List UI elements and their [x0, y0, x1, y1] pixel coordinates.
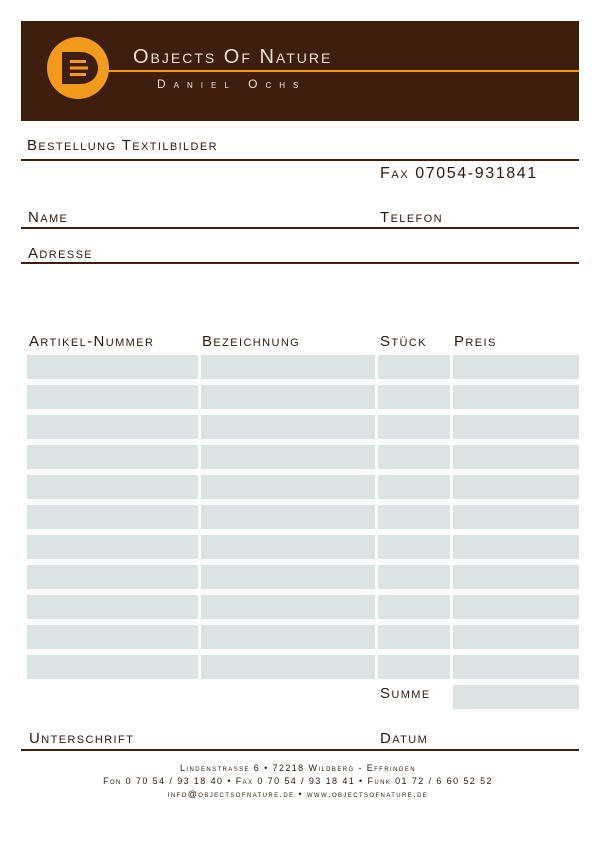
footer	[0, 762, 596, 801]
address-rule	[21, 262, 579, 264]
description-cell[interactable]	[201, 655, 375, 679]
quantity-cell[interactable]	[378, 535, 450, 559]
article-number-cell[interactable]	[27, 415, 198, 439]
sum-cell[interactable]	[453, 685, 579, 709]
price-cell[interactable]	[453, 445, 579, 469]
price-cell[interactable]	[453, 655, 579, 679]
address-label: Adresse	[28, 245, 94, 262]
price-cell[interactable]	[453, 385, 579, 409]
price-cell[interactable]	[453, 475, 579, 499]
letterhead-banner	[21, 21, 579, 121]
price-cell[interactable]	[453, 565, 579, 589]
price-cell[interactable]	[453, 355, 579, 379]
phone-label: Telefon	[380, 209, 443, 226]
quantity-cell[interactable]	[378, 625, 450, 649]
article-number-cell[interactable]	[27, 655, 198, 679]
quantity-cell[interactable]	[378, 565, 450, 589]
description-cell[interactable]	[201, 505, 375, 529]
description-cell[interactable]	[201, 475, 375, 499]
quantity-cell[interactable]	[378, 445, 450, 469]
price-cell[interactable]	[453, 535, 579, 559]
article-number-cell[interactable]	[27, 385, 198, 409]
column-header-price: Preis	[454, 333, 497, 350]
article-number-cell[interactable]	[27, 595, 198, 619]
footer-address: Lindenstrasse 6 • 72218 Wildberg - Effringen	[180, 763, 416, 773]
price-cell[interactable]	[453, 505, 579, 529]
quantity-cell[interactable]	[378, 655, 450, 679]
name-phone-rule	[21, 227, 579, 229]
description-cell[interactable]	[201, 535, 375, 559]
price-cell[interactable]	[453, 595, 579, 619]
article-number-cell[interactable]	[27, 565, 198, 589]
footer-phones: Fon 0 70 54 / 93 18 40 • Fax 0 70 54 / 93 18 41 • Funk 01 72 / 6 60 52 52	[103, 776, 493, 786]
quantity-cell[interactable]	[378, 475, 450, 499]
price-cell[interactable]	[453, 415, 579, 439]
header-accent-line	[106, 70, 579, 72]
sum-label: Summe	[380, 685, 431, 702]
signature-label: Unterschrift	[29, 730, 135, 747]
title-rule	[21, 159, 579, 161]
description-cell[interactable]	[201, 445, 375, 469]
column-header-article-number: Artikel-Nummer	[29, 333, 155, 350]
quantity-cell[interactable]	[378, 385, 450, 409]
article-number-cell[interactable]	[27, 475, 198, 499]
footer-web: info@objectsofnature.de • www.objectsofnature.de	[167, 789, 429, 799]
quantity-cell[interactable]	[378, 505, 450, 529]
owner-name: Daniel Ochs	[157, 77, 307, 91]
article-number-cell[interactable]	[27, 445, 198, 469]
price-cell[interactable]	[453, 625, 579, 649]
article-number-cell[interactable]	[27, 505, 198, 529]
article-number-cell[interactable]	[27, 535, 198, 559]
column-header-description: Bezeichnung	[202, 333, 301, 350]
description-cell[interactable]	[201, 625, 375, 649]
quantity-cell[interactable]	[378, 415, 450, 439]
description-cell[interactable]	[201, 415, 375, 439]
d-logo-icon	[46, 36, 110, 100]
article-number-cell[interactable]	[27, 625, 198, 649]
description-cell[interactable]	[201, 565, 375, 589]
description-cell[interactable]	[201, 595, 375, 619]
company-name: Objects Of Nature	[133, 46, 333, 68]
quantity-cell[interactable]	[378, 595, 450, 619]
form-title: Bestellung Textilbilder	[27, 137, 218, 154]
description-cell[interactable]	[201, 385, 375, 409]
description-cell[interactable]	[201, 355, 375, 379]
quantity-cell[interactable]	[378, 355, 450, 379]
date-label: Datum	[380, 730, 429, 747]
article-number-cell[interactable]	[27, 355, 198, 379]
signature-rule	[21, 749, 579, 751]
fax-number: Fax 07054-931841	[380, 165, 538, 182]
column-header-quantity: Stück	[380, 333, 427, 350]
name-label: Name	[28, 209, 69, 226]
